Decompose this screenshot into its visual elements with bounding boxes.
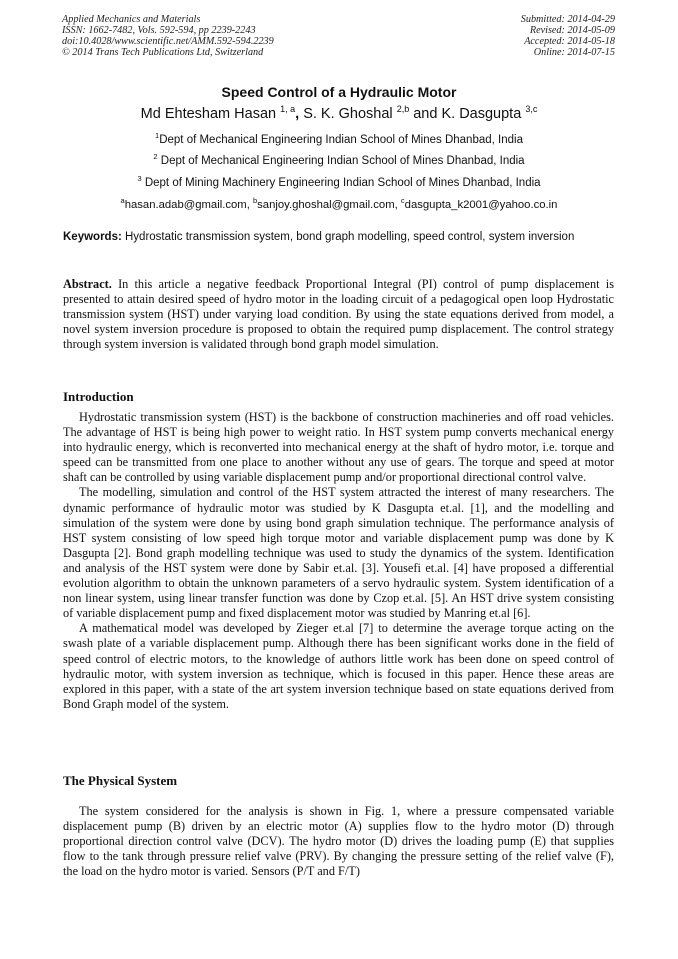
online-date: Online: 2014-07-15 bbox=[533, 47, 615, 58]
author-name: S. K. Ghoshal bbox=[303, 105, 393, 122]
email-address[interactable]: sanjoy.ghoshal@gmail.com, bbox=[257, 198, 398, 211]
introduction-heading: Introduction bbox=[63, 389, 134, 404]
author-superscript: 1, a bbox=[280, 104, 296, 114]
keywords-text: Hydrostatic transmission system, bond graph modelling, speed control, system inversion bbox=[125, 231, 575, 243]
author-name: Md Ehtesham Hasan bbox=[140, 105, 277, 122]
email-address[interactable]: hasan.adab@gmail.com, bbox=[124, 198, 250, 211]
paragraph: The modelling, simulation and control of the HST system attracted the interest of many researchers. The dynamic performance of hydraulic motor was studied by K Dasgupta et.al. [1], and the modelling and simulation of the system were done by using bond graph simulation technique. The performance analysis of HST system consisting of low speed high torque motor and variable displacement pump was done by K Dasgupta [2]. Bond graph modelling technique was used to study the dynamics of the system. Identification and analysis of the HST system were done by Sabir et.al. [3]. Yousefi et.al. [4] have proposed a differential evolution algorithm to obtain the unknown parameters of a servo hydraulic system. System identification of a non linear system, using linear transfer function was done by Czop et.al. [5]. An HST drive system consisting of variable displacement pump and fixed displacement motor was studied by Manring et.al [6]. bbox=[63, 485, 614, 621]
physical-system-heading: The Physical System bbox=[63, 773, 178, 788]
revised-date: Revised: 2014-05-09 bbox=[529, 25, 615, 36]
accepted-date: Accepted: 2014-05-18 bbox=[524, 36, 615, 47]
journal-info bbox=[62, 14, 274, 58]
affiliation-text: Dept of Mechanical Engineering Indian School of Mines Dhanbad, India bbox=[160, 154, 525, 167]
keywords-label: Keywords: bbox=[63, 231, 122, 243]
email-marker: a bbox=[120, 196, 125, 205]
affiliation-text: Dept of Mechanical Engineering Indian School of Mines Dhanbad, India bbox=[159, 133, 523, 146]
affiliation-3 bbox=[0, 174, 678, 189]
affiliation-marker: 2 bbox=[153, 152, 158, 161]
journal-name: Applied Mechanics and Materials bbox=[62, 14, 201, 25]
paragraph: The system considered for the analysis is shown in Fig. 1, where a pressure compensated variable displacement pump (B) driven by an electric motor (A) supplies flow to the hydro motor (D) through proportional direction control valve (DCV). The hydro motor (D) drives the loading pump (E) that supplies flow to the tank through pressure relief valve (PRV). By changing the pressure setting of the relief valve (F), the load on the hydro motor is varied. Sensors (P/T and F/T) bbox=[63, 804, 614, 879]
email-marker: c bbox=[400, 196, 405, 205]
copyright-line: © 2014 Trans Tech Publications Ltd, Switzerland bbox=[62, 47, 264, 58]
email-address[interactable]: dasgupta_k2001@yahoo.co.in bbox=[404, 198, 558, 211]
affiliation-2 bbox=[0, 152, 678, 167]
affiliation-marker: 1 bbox=[155, 131, 160, 140]
paragraph: A mathematical model was developed by Zieger et.al [7] to determine the average torque acting on the swash plate of a variable displacement pump. Although there has been significant works done in the field of speed control of electric motors, to the knowledge of authors little work has been done on speed control of hydraulic motor, with system inversion as technique, which is focused in this paper. Hence these areas are explored in this paper, with a state of the art system inversion technique based on state equations derived from Bond Graph model of the system. bbox=[63, 621, 614, 711]
abstract-block bbox=[63, 277, 614, 352]
physical-system-body bbox=[63, 804, 614, 879]
submitted-date: Submitted: 2014-04-29 bbox=[520, 14, 615, 25]
author-conjunction: and bbox=[413, 105, 438, 122]
email-marker: b bbox=[252, 196, 258, 205]
paragraph: Hydrostatic transmission system (HST) is the backbone of construction machineries and off road vehicles. The advantage of HST is being high power to weight ratio. In HST system pump converts mechanical energy into hydraulic energy, which is reconverted into mechanical energy at the shaft of hydro motor, i.e. torque and speed can be transmitted from one place to another without any use of gears. The torque and speed at motor shaft can be controlled by using variable displacement pump and/or proportional directional control valve. bbox=[63, 410, 614, 485]
issn-line: ISSN: 1662-7482, Vols. 592-594, pp 2239-2243 bbox=[62, 25, 256, 36]
affiliation-marker: 3 bbox=[137, 174, 142, 183]
affiliation-text: Dept of Mining Machinery Engineering Indian School of Mines Dhanbad, India bbox=[144, 176, 541, 189]
author-superscript: 3,c bbox=[525, 104, 538, 114]
introduction-body bbox=[63, 410, 614, 712]
email-line bbox=[0, 196, 678, 211]
paper-title: Speed Control of a Hydraulic Motor bbox=[221, 84, 457, 100]
abstract-text: In this article a negative feedback Proportional Integral (PI) control of pump displacement is presented to attain desired speed of hydro motor in the loading circuit of a pedagogical open loop Hydrostatic transmission system (HST) under varying load condition. By using the state equations derived from model, a novel system inversion procedure is proposed to obtain the required pump displacement. The control strategy through system inversion is validated through bond graph model simulation. bbox=[63, 277, 614, 351]
author-superscript: 2,b bbox=[396, 104, 410, 114]
doi-line: doi:10.4028/www.scientific.net/AMM.592-594.2239 bbox=[62, 36, 274, 47]
author-name: K. Dasgupta bbox=[441, 105, 522, 122]
abstract-label: Abstract. bbox=[63, 277, 112, 291]
affiliation-1 bbox=[0, 131, 678, 146]
submission-dates bbox=[521, 14, 615, 58]
author-line: Md Ehtesham Hasan $^{1, a}$, S. K. Ghoshal $^{2,b}$ and K. Dasgupta $^{3,c}$ bbox=[140, 104, 538, 122]
keywords-block bbox=[63, 230, 614, 245]
